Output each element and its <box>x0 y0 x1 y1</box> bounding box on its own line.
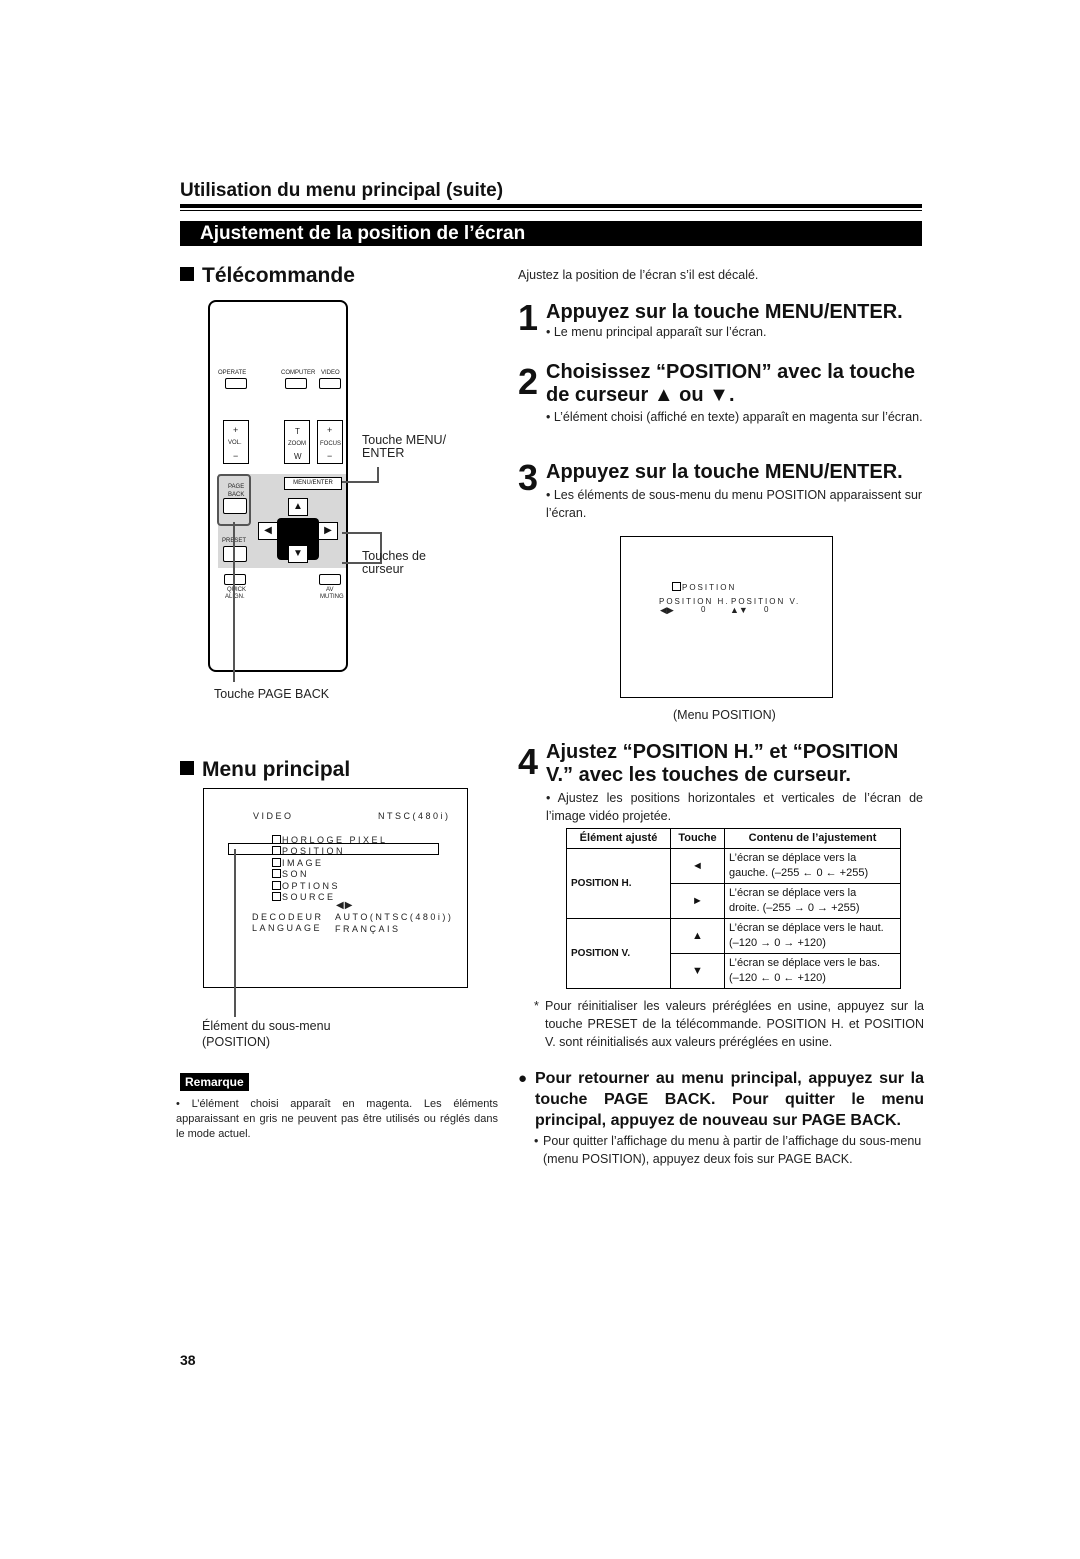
step-2-title-line2: de curseur ▲ ou ▼. <box>546 384 735 406</box>
callout-line-pageback <box>233 522 235 682</box>
preset-label: PRESET <box>222 538 247 544</box>
vol-plus-label: + <box>233 425 239 435</box>
menu-item-horloge: HORLOGE PIXEL <box>282 835 388 845</box>
step-4-number: 4 <box>518 741 539 782</box>
av-label: AV <box>326 587 334 593</box>
table-cell-content <box>725 919 901 954</box>
table-header-content: Contenu de l’ajustement <box>725 829 901 849</box>
step-1-note-text: Le menu principal apparaît sur l’écran. <box>553 325 767 339</box>
menu-decodeur-value: AUTO(NTSC(480i)) <box>335 912 454 922</box>
callout-menu-line2: ENTER <box>362 446 405 460</box>
bullet-square-icon <box>180 761 194 775</box>
menu-item-icon <box>272 858 281 867</box>
computer-key <box>285 378 307 389</box>
menu-item-source: SOURCE <box>282 891 336 902</box>
step-2-number: 2 <box>518 361 539 402</box>
page-title-banner: Ajustement de la position de l’écran <box>180 221 922 246</box>
callout-menu-enter-label <box>362 434 446 460</box>
focus-label: FOCUS <box>320 441 341 447</box>
video-key <box>319 378 341 389</box>
av-muting-key <box>319 574 341 585</box>
table-row <box>567 919 901 954</box>
focus-minus-label: − <box>327 451 333 461</box>
position-menu-title-text: POSITION <box>682 583 737 592</box>
video-label: VIDEO <box>321 370 340 376</box>
step-1-number: 1 <box>518 297 539 338</box>
table-content-line1: L’écran se déplace vers le haut. <box>729 922 884 934</box>
telecommande-heading-text: Télécommande <box>202 264 355 287</box>
position-v-label: POSITION V. <box>731 597 801 606</box>
table-header-row <box>567 829 901 849</box>
zoom-t-label: T <box>295 427 300 436</box>
step-2-note: • L’élément choisi (affiché en texte) apparaît en magenta sur l’écran. <box>546 410 923 424</box>
bullet-dot: • <box>534 1134 539 1148</box>
step-2 <box>518 360 922 410</box>
menu-video-label: VIDEO <box>253 811 294 821</box>
step-3-number: 3 <box>518 457 539 498</box>
menu-lr-arrows: ◀▶ <box>336 900 354 911</box>
menu-principal-heading <box>180 758 350 782</box>
step-3-note-text: Les éléments de sous-menu du menu POSITION apparaissent sur l’écran. <box>546 488 923 520</box>
section-subtitle: Utilisation du menu principal (suite) <box>180 180 504 201</box>
operate-label: OPERATE <box>218 370 247 376</box>
table-cell-key: ▲ <box>671 919 725 954</box>
menu-ntsc-label: NTSC(480i) <box>378 811 451 821</box>
preset-key <box>223 546 247 562</box>
align-label: ALIGN. <box>225 594 245 600</box>
step-2-note-text: L’élément choisi (affiché en texte) apparaît en magenta sur l’écran. <box>553 410 923 424</box>
computer-label: COMPUTER <box>281 370 316 376</box>
table-cell-content <box>725 884 901 919</box>
step-2-title-line1: Choisissez “POSITION” avec la touche <box>546 361 916 383</box>
step-1-note: • Le menu principal apparaît sur l’écran. <box>546 325 767 339</box>
menu-principal-heading-text: Menu principal <box>202 758 351 781</box>
header-rule-thin <box>180 210 922 211</box>
position-h-value: 0 <box>701 605 708 614</box>
step-4-note: • Ajustez les positions horizontales et verticales de l’écran de l’image vidéo projetée. <box>546 791 923 823</box>
adjustment-table <box>566 828 901 989</box>
submenu-caption-line2: (POSITION) <box>202 1035 271 1049</box>
position-h-arrows: ◀▶ <box>660 605 674 615</box>
table-content-line1: L’écran se déplace vers la <box>729 852 857 864</box>
table-cell-content <box>725 849 901 884</box>
menu-language-label: LANGUAGE <box>252 923 323 933</box>
table-content-line2: (–120 → 0 → +120) <box>729 937 826 949</box>
reset-note <box>534 997 924 1051</box>
table-cell-key: ▼ <box>671 954 725 989</box>
page-label: PAGE <box>228 484 245 490</box>
menu-item-icon <box>272 881 281 890</box>
quick-label: QUICK <box>227 587 247 593</box>
remarque-text: • L’élément choisi apparaît en magenta. Les éléments apparaissant en gris ne peuvent pas être utilisés ou réglés dans le mode actuel. <box>176 1098 498 1140</box>
step-4-note-text: Ajustez les positions horizontales et verticales de l’écran de l’image vidéo projetée. <box>546 791 923 823</box>
menu-item-icon <box>272 846 281 855</box>
position-menu-caption: (Menu POSITION) <box>673 708 776 722</box>
bullet-square-icon <box>180 267 194 281</box>
intro-text: Ajustez la position de l’écran s’il est décalé. <box>518 268 759 282</box>
callout-frame-pageback <box>217 474 251 526</box>
back-label: BACK <box>228 492 245 498</box>
submenu-caption <box>202 1018 331 1050</box>
table-cell-key: ► <box>671 884 725 919</box>
step-4-title-line2: V.” avec les touches de curseur. <box>546 764 851 786</box>
position-v-arrows: ▲▼ <box>730 605 748 615</box>
menu-item-icon <box>272 869 281 878</box>
callout-cursor-line1: Touches de <box>362 549 426 563</box>
table-row <box>567 849 901 884</box>
menu-item-son: SON <box>282 869 310 880</box>
submenu-caption-line1: Élément du sous-menu <box>202 1019 331 1033</box>
callout-line-menu-v <box>377 467 379 483</box>
page-number: 38 <box>180 1352 196 1368</box>
right-arrow-key: ▶ <box>318 522 338 540</box>
position-menu-title <box>672 577 736 595</box>
table-content-line2: gauche. (–255 ← 0 ← +255) <box>729 867 869 879</box>
remarque-badge: Remarque <box>180 1073 249 1091</box>
table-header-key: Touche <box>671 829 725 849</box>
position-v-value: 0 <box>764 605 771 614</box>
down-arrow-key: ▼ <box>288 545 308 563</box>
quick-align-key <box>224 574 246 585</box>
operate-key <box>225 378 247 389</box>
table-content-line1: L’écran se déplace vers le bas. <box>729 957 881 969</box>
bullet-circle-icon: ● <box>518 1070 528 1087</box>
muting-label: MUTING <box>320 594 344 600</box>
remarque-text-body: L’élément choisi apparaît en magenta. Les éléments apparaissant en gris ne peuvent pas être utilisés ou réglés dans le mode actuel. <box>176 1098 498 1140</box>
menu-decodeur-label: DECODEUR <box>252 912 324 922</box>
menu-item-position: POSITION <box>282 846 346 857</box>
asterisk-mark: * <box>534 999 539 1013</box>
header-rule <box>180 204 922 208</box>
callout-line-submenu <box>234 849 236 1017</box>
telecommande-heading <box>180 264 355 288</box>
table-content-line1: L’écran se déplace vers la <box>729 887 857 899</box>
vol-minus-label: − <box>233 451 239 461</box>
menu-language-value: FRANÇAIS <box>335 924 401 934</box>
callout-cursor-label <box>362 550 426 576</box>
menu-item-options: OPTIONS <box>282 880 341 891</box>
table-header-item: Élément ajusté <box>567 829 671 849</box>
menu-enter-key: MENU/ENTER <box>284 477 342 490</box>
return-heading-text: Pour retourner au menu principal, appuyez sur la touche PAGE BACK. Pour quitter le menu principal, appuyez de nouveau sur PAGE BACK. <box>535 1070 924 1129</box>
step-3-title: Appuyez sur la touche MENU/ENTER. <box>546 461 903 483</box>
menu-item-icon <box>272 835 281 844</box>
up-arrow-key: ▲ <box>288 498 308 516</box>
table-cell-item: POSITION V. <box>567 919 671 989</box>
vol-label: VOL. <box>228 440 242 446</box>
return-note <box>534 1132 924 1168</box>
reset-note-text: Pour réinitialiser les valeurs préréglées en usine, appuyez sur la touche PRESET de la télécommande. POSITION H. et POSITION V. sont réinitialisés aux valeurs préréglées en usine. <box>545 999 924 1049</box>
return-heading <box>518 1068 924 1131</box>
menu-item-image: IMAGE <box>282 857 324 868</box>
callout-menu-line1: Touche MENU/ <box>362 433 447 447</box>
step-4-title-line1: Ajustez “POSITION H.” et “POSITION <box>546 741 899 763</box>
step-3-note: • Les éléments de sous-menu du menu POSITION apparaissent sur l’écran. <box>546 488 923 520</box>
step-4 <box>518 740 922 790</box>
zoom-label: ZOOM <box>288 441 306 447</box>
callout-cursor-line2: curseur <box>362 562 404 576</box>
focus-plus-label: + <box>327 425 333 435</box>
position-h-label: POSITION H. <box>659 597 730 606</box>
table-cell-item: POSITION H. <box>567 849 671 919</box>
callout-line-menu <box>342 481 378 483</box>
menu-item-list <box>272 833 388 901</box>
table-content-line2: droite. (–255 → 0 → +255) <box>729 902 860 914</box>
position-menu-screen <box>620 536 833 698</box>
callout-pageback-label: Touche PAGE BACK <box>214 687 330 701</box>
return-note-text: Pour quitter l’affichage du menu à partir de l’affichage du sous-menu (menu POSITION), appuyez deux fois sur PAGE BACK. <box>543 1134 922 1166</box>
zoom-w-label: W <box>294 452 302 461</box>
table-content-line2: (–120 ← 0 ← +120) <box>729 972 826 984</box>
position-menu-icon <box>672 582 681 591</box>
step-1-title: Appuyez sur la touche MENU/ENTER. <box>546 301 903 323</box>
menu-item-icon <box>272 892 281 901</box>
table-cell-content <box>725 954 901 989</box>
left-arrow-key: ◀ <box>258 522 278 540</box>
table-cell-key: ◄ <box>671 849 725 884</box>
